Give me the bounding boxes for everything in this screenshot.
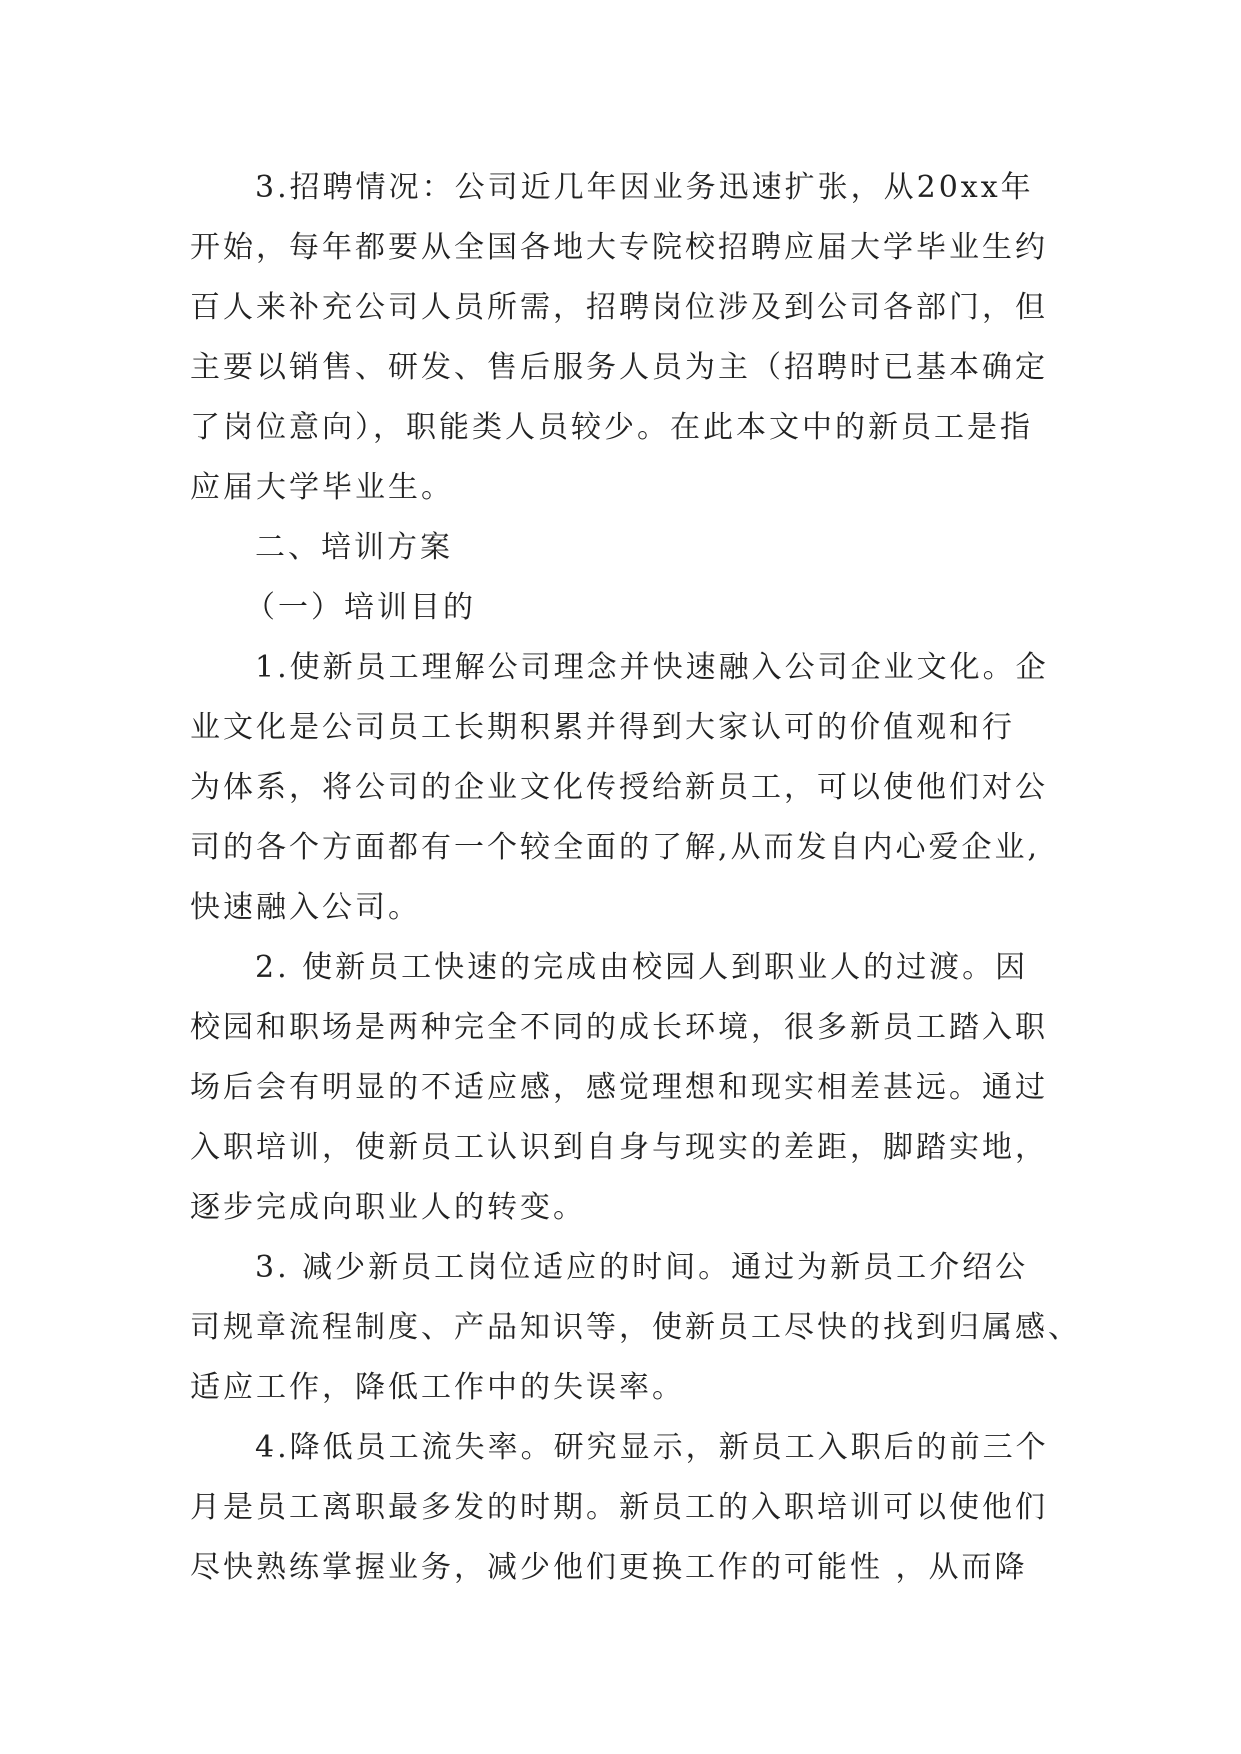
section-heading-training-plan: 二、培训方案 [255,530,453,565]
paragraph-recruitment-line-4: 主要以销售、研发、售后服务人员为主（招聘时已基本确定 [190,350,1048,385]
paragraph-goal-1-line-1: 1.使新员工理解公司理念并快速融入公司企业文化。企 [255,650,1049,685]
paragraph-recruitment-line-1: 3.招聘情况：公司近几年因业务迅速扩张，从20xx年 [255,170,1034,205]
paragraph-goal-3-line-3: 适应工作，降低工作中的失误率。 [190,1370,685,1405]
paragraph-goal-4-line-2: 月是员工离职最多发的时期。新员工的入职培训可以使他们 [190,1490,1048,1525]
paragraph-goal-1-line-4: 司的各个方面都有一个较全面的了解,从而发自内心爱企业, [190,830,1041,865]
paragraph-goal-2-line-1: 2. 使新员工快速的完成由校园人到职业人的过渡。因 [255,950,1029,985]
paragraph-goal-3-line-1: 3. 减少新员工岗位适应的时间。通过为新员工介绍公 [255,1250,1029,1285]
paragraph-goal-2-line-4: 入职培训，使新员工认识到自身与现实的差距，脚踏实地， [190,1130,1048,1165]
paragraph-recruitment-line-5: 了岗位意向），职能类人员较少。在此本文中的新员工是指 [190,410,1033,445]
paragraph-goal-2-line-3: 场后会有明显的不适应感，感觉理想和现实相差甚远。通过 [190,1070,1048,1105]
paragraph-goal-4-line-1: 4.降低员工流失率。研究显示，新员工入职后的前三个 [255,1430,1049,1465]
paragraph-goal-3-line-2: 司规章流程制度、产品知识等，使新员工尽快的找到归属感、 [190,1310,1081,1345]
paragraph-goal-1-line-5: 快速融入公司。 [190,890,421,925]
paragraph-recruitment-line-6: 应届大学毕业生。 [190,470,454,505]
paragraph-goal-1-line-2: 业文化是公司员工长期积累并得到大家认可的价值观和行 [190,710,1015,745]
paragraph-goal-1-line-3: 为体系，将公司的企业文化传授给新员工，可以使他们对公 [190,770,1048,805]
subsection-heading-training-goals: （一）培训目的 [245,590,476,625]
document-body [190,158,1081,1598]
paragraph-recruitment-line-2: 开始，每年都要从全国各地大专院校招聘应届大学毕业生约 [190,230,1048,265]
paragraph-goal-2-line-5: 逐步完成向职业人的转变。 [190,1190,586,1225]
paragraph-recruitment-line-3: 百人来补充公司人员所需，招聘岗位涉及到公司各部门，但 [190,290,1048,325]
paragraph-goal-4-line-3: 尽快熟练掌握业务，减少他们更换工作的可能性 ，从而降 [190,1550,1028,1585]
paragraph-goal-2-line-2: 校园和职场是两种完全不同的成长环境，很多新员工踏入职 [190,1010,1048,1045]
